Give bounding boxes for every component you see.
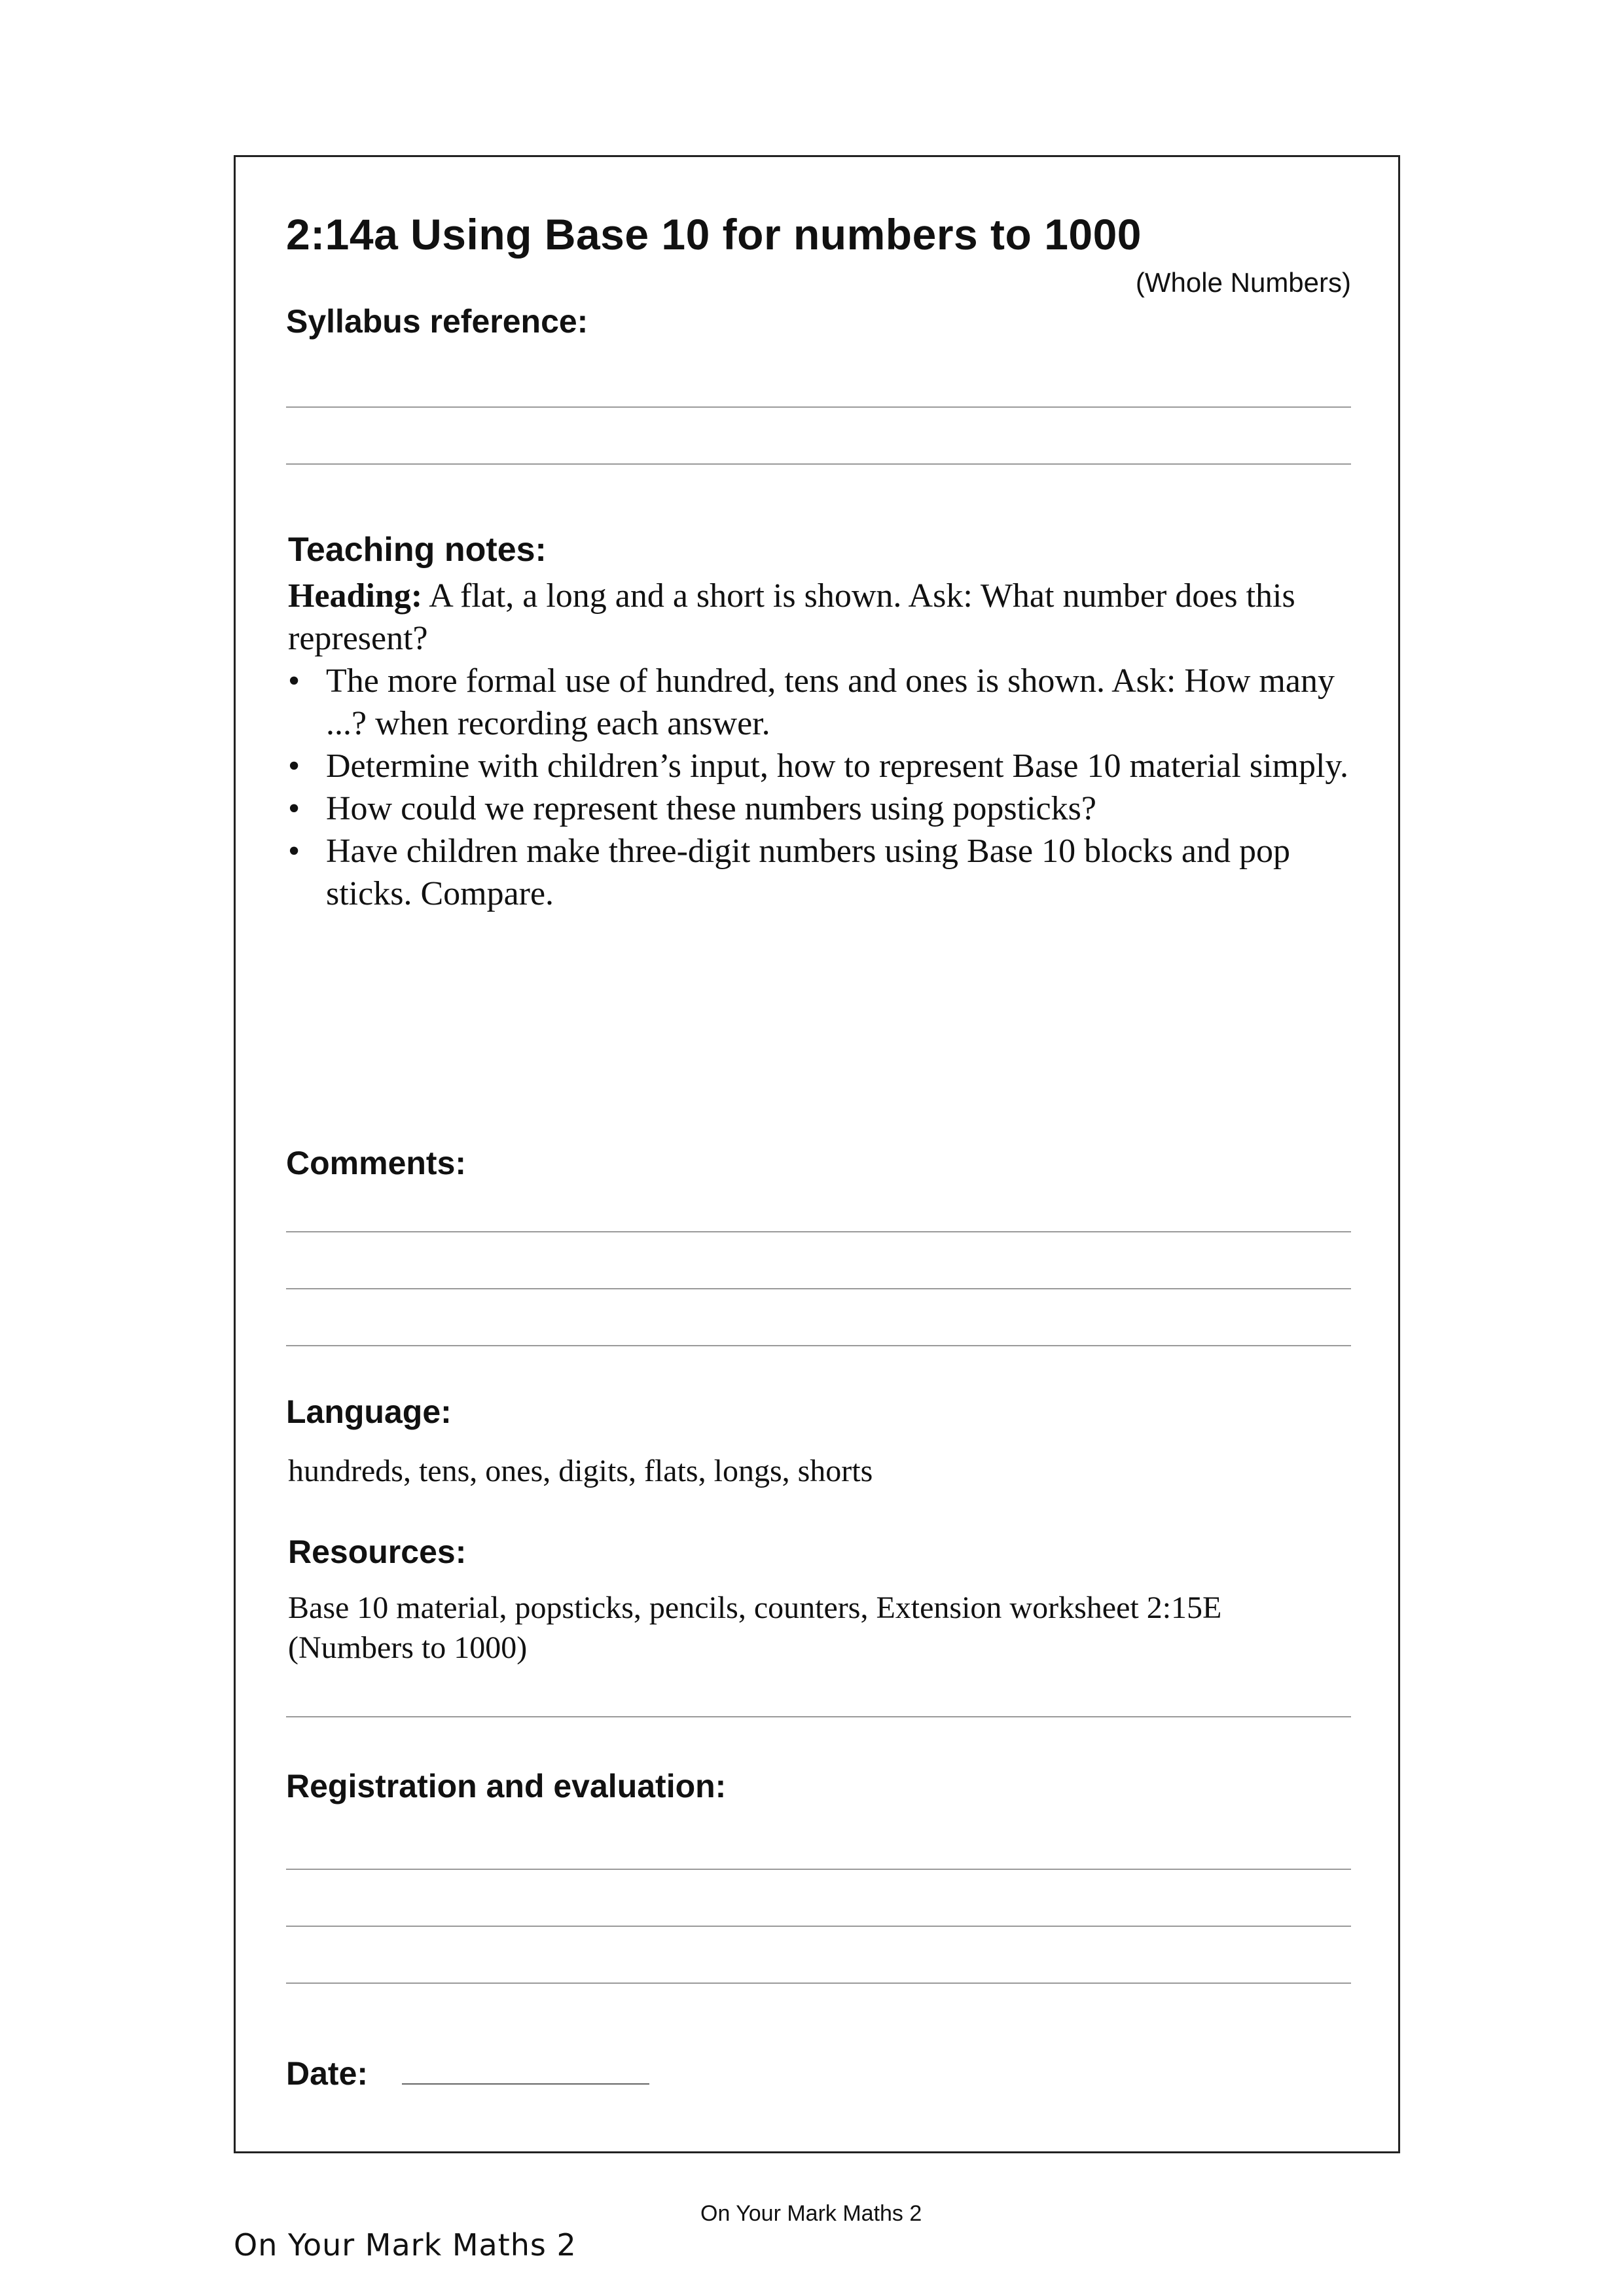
heading-note-text: A flat, a long and a short is shown. Ask: What number does this represent? xyxy=(288,577,1295,657)
syllabus-reference-label: Syllabus reference: xyxy=(286,303,588,340)
comments-line-1[interactable] xyxy=(286,1231,1351,1232)
heading-note-label: Heading: xyxy=(288,577,423,615)
registration-line-1[interactable] xyxy=(286,1869,1351,1870)
list-item: • The more formal use of hundred, tens and ones is shown. Ask: How many ...? when recording each answer. xyxy=(288,660,1362,745)
comments-line-3[interactable] xyxy=(286,1345,1351,1346)
date-label: Date: xyxy=(286,2055,369,2092)
resources-line[interactable] xyxy=(286,1716,1351,1717)
teaching-notes-list xyxy=(288,660,1362,915)
language-text: hundreds, tens, ones, digits, flats, longs, shorts xyxy=(288,1454,873,1488)
heading-note xyxy=(288,575,1362,660)
syllabus-line-1[interactable] xyxy=(286,406,1351,408)
teaching-notes-body xyxy=(288,575,1362,915)
footer-brand: On Your Mark Maths 2 xyxy=(234,2227,577,2263)
list-item: • How could we represent these numbers using popsticks? xyxy=(288,787,1362,830)
registration-evaluation-label: Registration and evaluation: xyxy=(286,1768,727,1804)
resources-label: Resources: xyxy=(288,1534,467,1570)
list-item: • Have children make three-digit numbers using Base 10 blocks and pop sticks. Compare. xyxy=(288,830,1362,915)
date-field-line[interactable] xyxy=(402,2083,649,2085)
syllabus-line-2[interactable] xyxy=(286,463,1351,465)
list-item: • Determine with children’s input, how to represent Base 10 material simply. xyxy=(288,745,1362,787)
registration-line-3[interactable] xyxy=(286,1982,1351,1984)
page-title: 2:14a Using Base 10 for numbers to 1000 xyxy=(286,210,1142,259)
teaching-notes-label: Teaching notes: xyxy=(288,531,547,569)
resources-text: Base 10 material, popsticks, pencils, counters, Extension worksheet 2:15E (Numbers to 1000) xyxy=(288,1590,1222,1665)
comments-label: Comments: xyxy=(286,1145,467,1181)
language-label: Language: xyxy=(286,1393,452,1430)
footer-title: On Your Mark Maths 2 xyxy=(700,2201,922,2226)
registration-line-2[interactable] xyxy=(286,1926,1351,1927)
comments-line-2[interactable] xyxy=(286,1288,1351,1289)
topic-subtitle: (Whole Numbers) xyxy=(1135,267,1351,298)
